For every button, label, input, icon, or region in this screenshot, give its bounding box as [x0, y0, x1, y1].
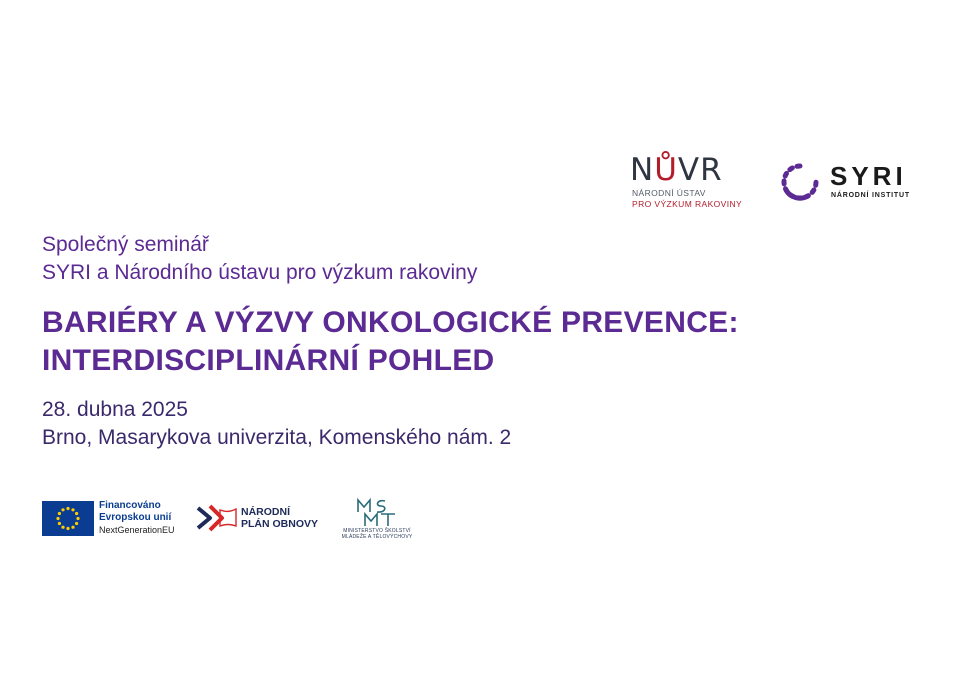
nuvr-logo-mark [630, 152, 723, 188]
event-date: 28. dubna 2025 [42, 398, 188, 421]
syri-logo [778, 160, 928, 204]
msmt-emblem-icon [355, 498, 399, 528]
nuvr-logo [630, 152, 760, 214]
syri-subtitle: NÁRODNÍ INSTITUT [831, 192, 910, 199]
eu-funding-text [99, 500, 199, 536]
npo-text-line1: NÁRODNÍ [241, 506, 290, 518]
eu-text-line3: NextGenerationEU [99, 525, 175, 535]
event-title-line-2: INTERDISCIPLINÁRNÍ POHLED [42, 344, 495, 377]
intro-line-1: Společný seminář [42, 233, 209, 256]
event-location: Brno, Masarykova univerzita, Komenského nám. 2 [42, 426, 512, 449]
npo-emblem-icon [196, 500, 240, 536]
nuvr-subtitle-line2: PRO VÝZKUM RAKOVINY [632, 199, 743, 209]
nuvr-mark-u: Ů [654, 152, 678, 188]
npo-logo [196, 500, 326, 536]
nuvr-mark-vr: VR [677, 152, 723, 188]
eu-text-line2: Evropskou unií [99, 512, 172, 523]
syri-emblem-icon [778, 160, 822, 204]
intro-line-2: SYRI a Národního ústavu pro výzkum rakoviny [42, 261, 478, 284]
eu-flag-icon [42, 501, 94, 536]
nuvr-subtitle-line1: NÁRODNÍ ÚSTAV [632, 188, 706, 198]
msmt-logo [337, 498, 417, 540]
npo-text-line2: PLÁN OBNOVY [241, 518, 319, 530]
nuvr-mark-n: N [630, 152, 655, 188]
msmt-text-line1: MINISTERSTVO ŠKOLSTVÍ [343, 528, 411, 534]
eu-stars-icon [42, 501, 94, 536]
eu-text-line1: Financováno [99, 500, 161, 511]
event-title-line-1: BARIÉRY A VÝZVY ONKOLOGICKÉ PREVENCE: [42, 306, 739, 339]
msmt-text-line2: MLÁDEŽE A TĚLOVÝCHOVY [341, 534, 413, 540]
syri-wordmark: SYRI [830, 161, 907, 191]
